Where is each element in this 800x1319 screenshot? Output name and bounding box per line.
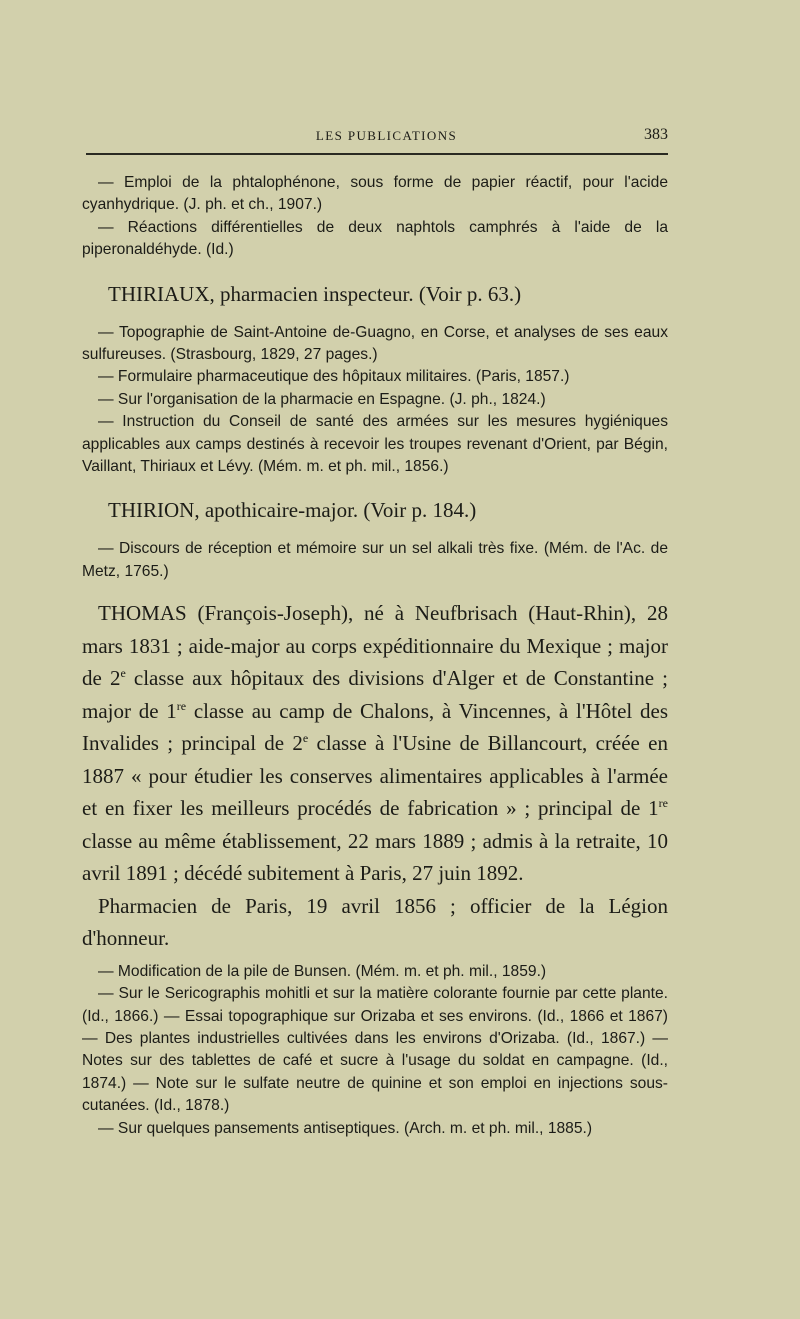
publication-entry: — Sur l'organisation de la pharmacie en Espagne. (J. ph., 1824.) [98,390,546,408]
entry-heading-thirion: THIRION, apothicaire-major. (Voir p. 184.) [108,498,477,523]
bio-text: classe au même établissement, 22 mars 1889 ; admis à la retraite, 10 avril 1891 ; décédé subitement à Paris, 27 juin 1892. [82,828,668,886]
ordinal-suffix: e [302,731,309,746]
publication-entry: — Formulaire pharmaceutique des hôpitaux militaires. (Paris, 1857.) [98,368,570,386]
publication-entry: — Modification de la pile de Bunsen. (Mém. m. et ph. mil., 1859.) [98,962,547,980]
bio-text: THOMAS (François-Joseph), né à Neufbrisach (Haut-Rhin), 28 mars 1831 ; aide-major au corps expéditionnaire du Mexique ; major de 2 [82,601,668,691]
biography-thomas-2: Pharmacien de Paris, 19 avril 1856 ; officier de la Légion d'honneur. [82,893,668,951]
header-rule [86,153,668,155]
publication-entry: — Instruction du Conseil de santé des armées sur les mesures hygiéniques applicables aux camps destinés à recevoir les troupes revenant d'Orient, par Bégin, Vaillant, Thiriaux et Lévy. (Mém. m. et ph. mil., 1856.) [82,413,668,476]
biography-thomas [82,597,668,890]
publication-entry: — Sur le Sericographis mohitli et sur la matière colorante fournie par cette plante. (Id., 1866.) — Essai topographique sur Orizaba et ses environs. (Id., 1866 et 1867) — Des plantes industrielles cultivées dans les environs d'Orizaba. (Id., 1867.) — Notes sur des tablettes de café et sucre à l'usage du soldat en campagne. (Id., 1874.) — Note sur le sulfate neutre de quinine et son emploi en injections sous-cutanées. (Id., 1878.) [82,985,668,1115]
ordinal-suffix: re [658,796,668,811]
publication-entry: — Réactions différentielles de deux naphtols camphrés à l'aide de la piperonaldéhyde. (Id.) [82,218,668,259]
publication-entry: — Discours de réception et mémoire sur un sel alkali très fixe. (Mém. de l'Ac. de Metz, 1765.) [82,540,668,580]
entry-heading-thiriaux: THIRIAUX, pharmacien inspecteur. (Voir p. 63.) [108,281,522,306]
bio-text: classe au camp de Chalons, à Vincennes, à l'Hôtel des Invalides ; principal de 2 [82,698,668,756]
page-body [82,172,668,1140]
bio-text: classe à l'Usine de Billancourt, créée en 1887 « pour étudier les conserves alimentaires applicables à l'armée et en fixer les meilleurs procédés de fabrication » ; principal de 1 [82,731,668,821]
running-header [105,128,668,150]
ordinal-suffix: e [120,666,126,681]
publication-entry: — Topographie de Saint-Antoine de-Guagno, en Corse, et analyses de ses eaux sulfureuses. (Strasbourg, 1829, 27 pages.) [82,323,668,364]
publication-entry: — Emploi de la phtalophénone, sous forme de papier réactif, pour l'acide cyanhydrique. (J. ph. et ch., 1907.) [82,174,668,214]
bio-text: classe aux hôpitaux des divisions d'Alger et de Constantine ; major de 1 [82,666,669,723]
page-number: 383 [644,126,668,143]
running-title: LES PUBLICATIONS [315,128,458,143]
publication-entry: — Sur quelques pansements antiseptiques. (Arch. m. et ph. mil., 1885.) [98,1119,593,1137]
ordinal-suffix: re [176,698,187,713]
